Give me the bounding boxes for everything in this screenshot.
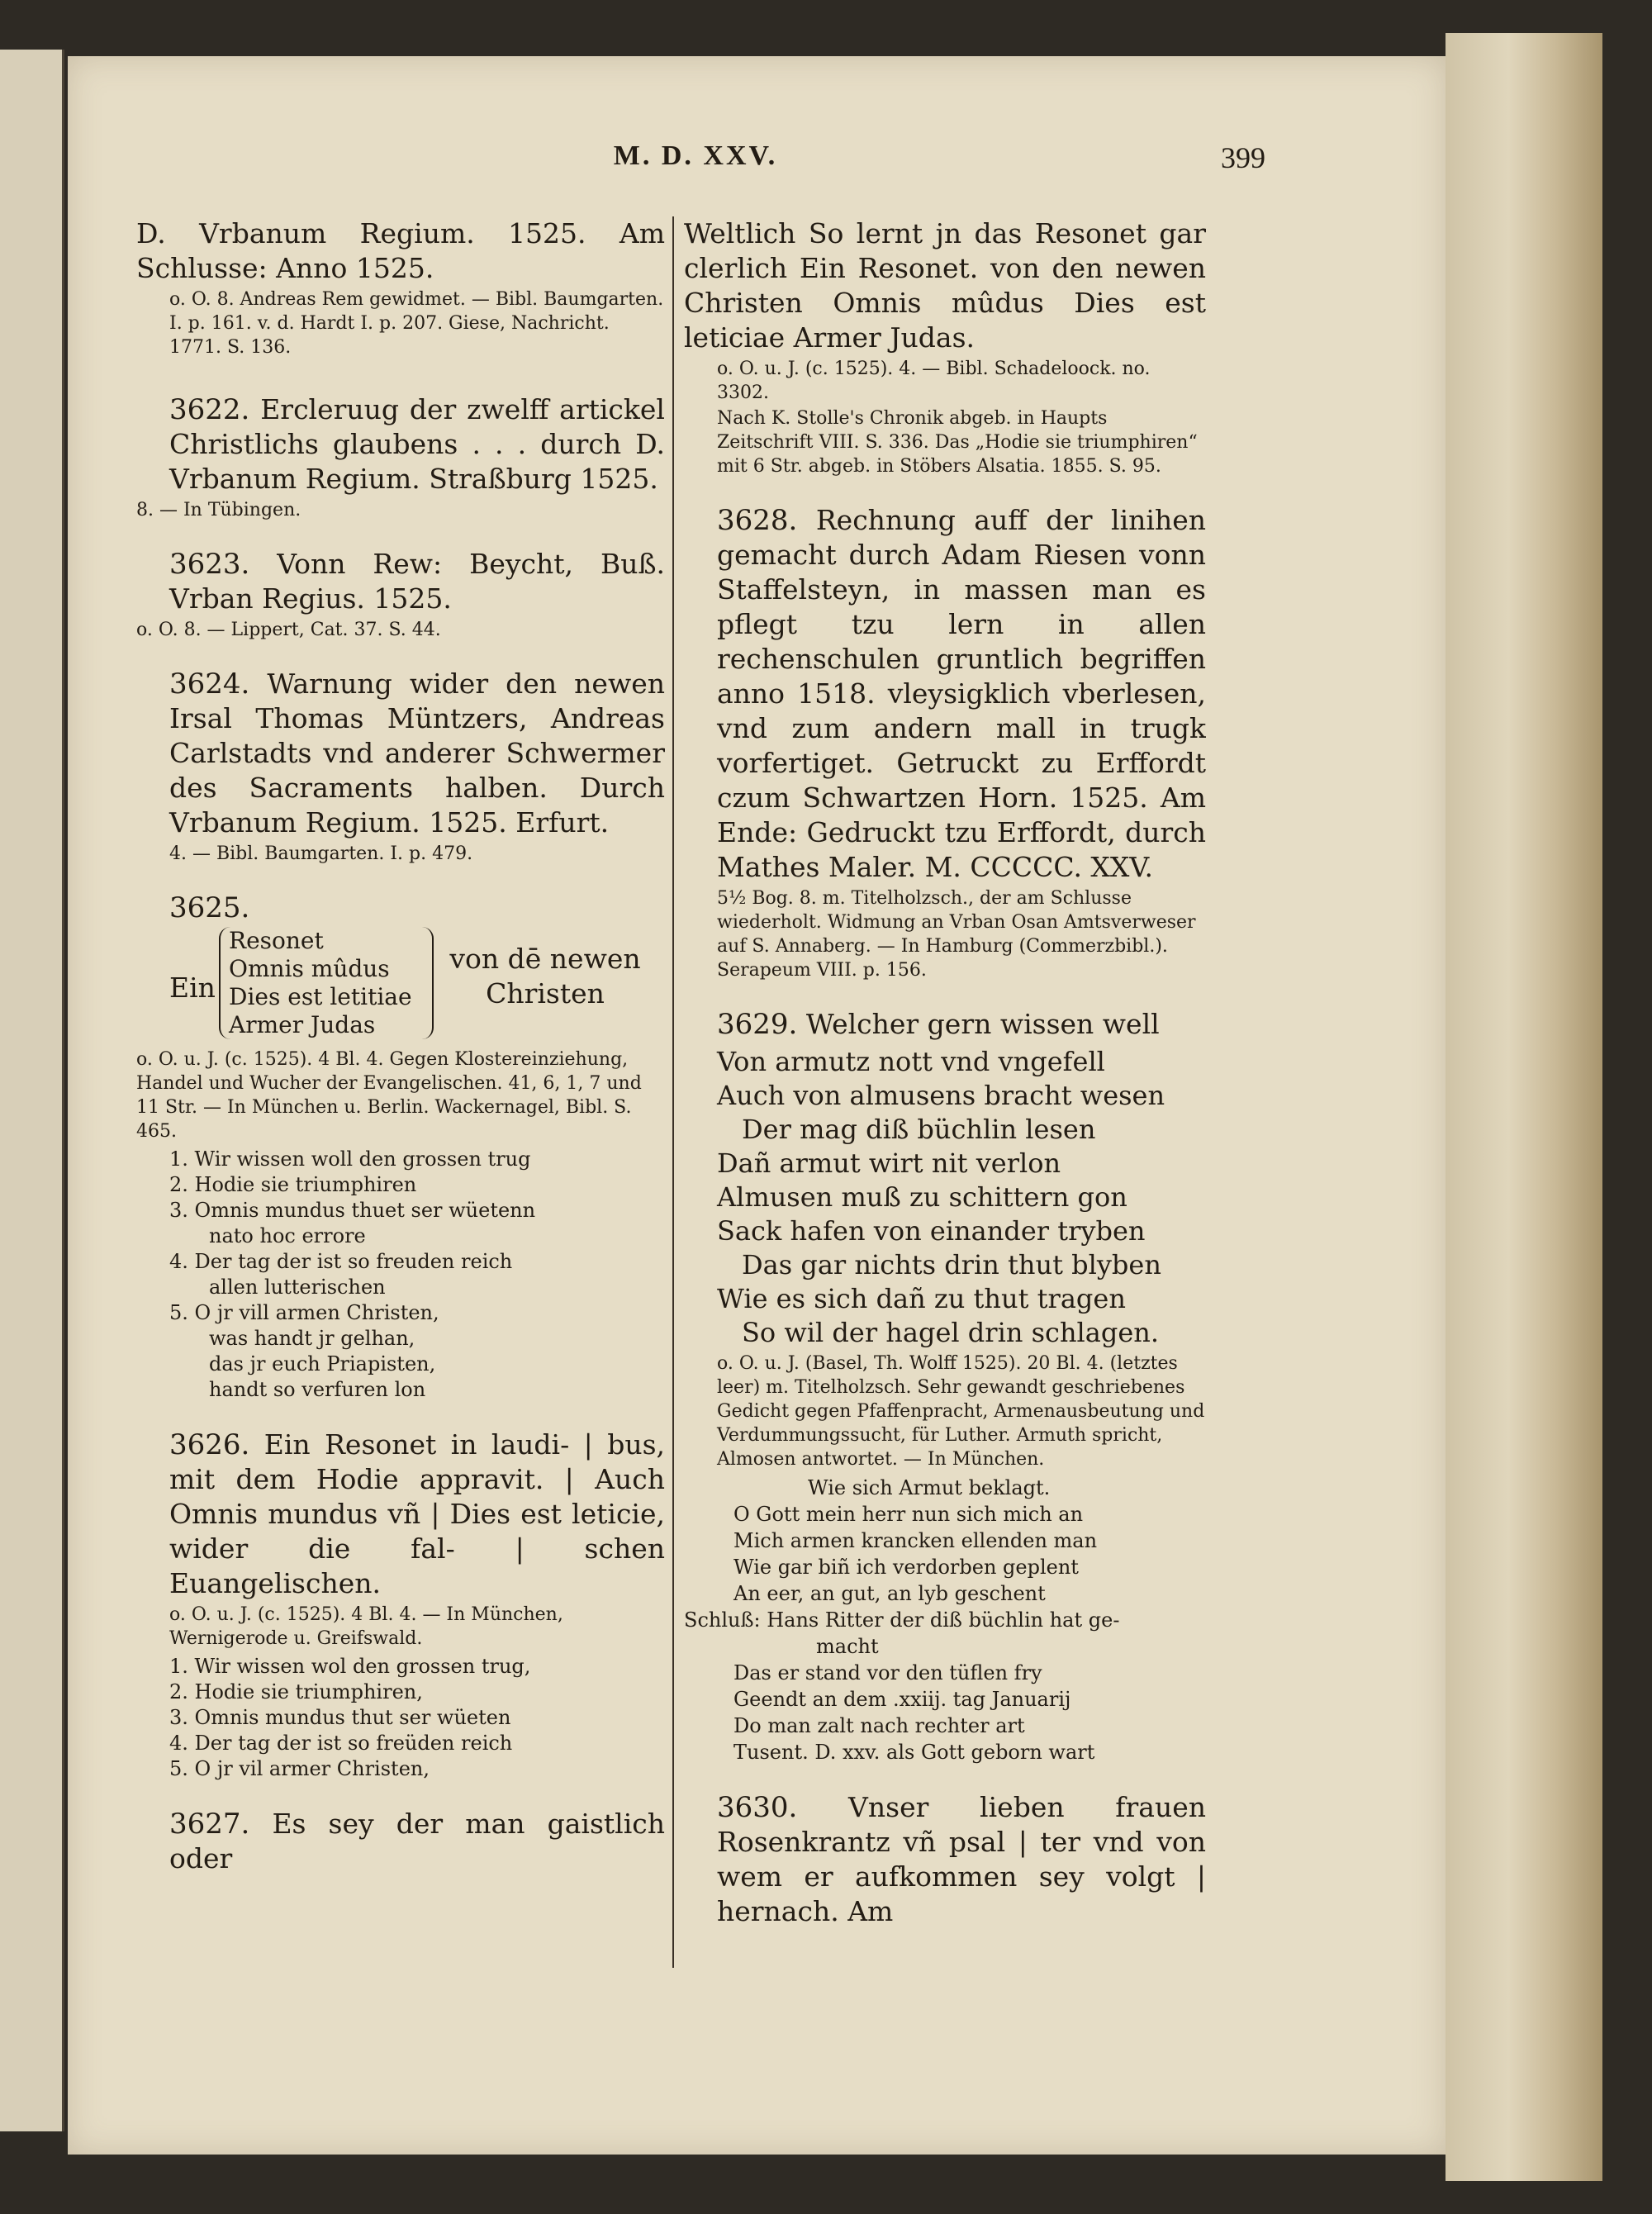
entry-number: 3623. — [169, 548, 250, 581]
entry-meta: o. O. u. J. (c. 1525). 4. — Bibl. Schadeloock. no. 3302. — [717, 359, 1151, 403]
entry-number: 3625. — [169, 891, 250, 924]
entry-meta: o. O. u. J. (c. 1525). 4 Bl. 4. — In München, Wernigerode u. Greifswald. — [169, 1604, 563, 1649]
entry-text: Es sey der man gaistlich oder — [169, 1808, 665, 1874]
verse-line: Do man zalt nach rechter art — [733, 1714, 1025, 1737]
column-divider — [672, 216, 674, 1968]
page-number: 399 — [1221, 141, 1265, 174]
entry-meta: 5½ Bog. 8. m. Titelholzsch., der am Schlusse wiederholt. Widmung an Vrban Osan Amtsverweser auf S. Annaberg. — In Hamburg (Commerzbibl.). Serapeum VIII. p. 156. — [717, 888, 1196, 981]
entry-3629 — [684, 1007, 1206, 1765]
bracketed-title — [136, 927, 665, 1043]
facing-page-edge — [0, 50, 64, 2131]
entry-3625 — [136, 891, 665, 1403]
verse-line: Wie sich Armut beklagt. — [808, 1476, 1051, 1499]
title-item: Dies est letitiae — [229, 983, 412, 1010]
verse-line: An eer, an gut, an lyb geschent — [733, 1582, 1046, 1605]
book-page-edges — [1446, 33, 1602, 2181]
entry-text: Warnung wider den newen Irsal Thomas Müntzers, Andreas Carlstadts vnd anderer Schwermer des Sacraments halben. Durch Vrbanum Regium. 1525. Erfurt. — [169, 668, 665, 839]
entry-text: Ercleruug der zwelff artickel Christlichs glaubens . . . durch D. Vrbanum Regium. Straßburg 1525. — [169, 393, 665, 495]
entry-meta: o. O. u. J. (Basel, Th. Wolff 1525). 20 Bl. 4. (letztes leer) m. Titelholzsch. Sehr gewandt geschriebenes Gedicht gegen Pfaffenpracht, Armenausbeutung und Verdummungssucht, für Luther. Armuth spricht, Almosen antwortet. — In München. — [717, 1353, 1205, 1470]
incipit-line: 1. Wir wissen woll den grossen trug — [169, 1147, 531, 1171]
entry-3627-continuation — [684, 216, 1206, 478]
quoted-verse — [684, 1475, 1206, 1765]
entry-number: 3630. — [717, 1791, 798, 1824]
verse-line: macht — [816, 1635, 879, 1658]
verse-line: Tusent. D. xxv. als Gott geborn wart — [733, 1741, 1095, 1764]
entry-number: 3628. — [717, 504, 798, 537]
entry-meta: Nach K. Stolle's Chronik abgeb. in Haupts Zeitschrift VIII. S. 336. Das „Hodie sie triumphiren“ mit 6 Str. abgeb. in Stöbers Alsatia. 1855. S. 95. — [717, 408, 1198, 477]
entry-number: 3622. — [169, 393, 250, 426]
verse-incipits — [136, 1147, 665, 1403]
left-column — [136, 216, 665, 1968]
incipit-line: 2. Hodie sie triumphiren — [169, 1173, 417, 1196]
entry-3624 — [136, 667, 665, 866]
verse-line: Das er stand vor den tüflen fry — [733, 1661, 1042, 1684]
entry-number: 3626. — [169, 1428, 250, 1461]
entry-number: 3629. — [717, 1008, 798, 1041]
title-item: Resonet — [229, 927, 324, 954]
incipit-line: nato hoc errore — [209, 1224, 366, 1247]
entry-text: Rechnung auff der linihen gemacht durch Adam Riesen vonn Staffelsteyn, in massen man es pflegt tzu lern in allen rechenschulen gruntlich begriffen anno 1518. vleysigklich vberlesen, vnd zum andern mall in trugk vorfertiget. Getruckt zu Erffordt czum Schwartzen Horn. 1525. Am Ende: Gedruckt tzu Erffordt, durch Mathes Maler. M. CCCCC. XXV. — [717, 504, 1206, 883]
incipit-line: was handt jr gelhan, — [209, 1327, 415, 1350]
incipit-line: 3. Omnis mundus thut ser wüeten — [169, 1706, 511, 1729]
title-right-text: von dē newen Christen — [449, 943, 641, 1010]
verse-line: So wil der hagel drin schlagen. — [742, 1317, 1160, 1348]
verse-line: Von armutz nott vnd vngefell — [717, 1046, 1105, 1077]
entry-text: D. Vrbanum Regium. 1525. Am Schlusse: Anno 1525. — [136, 217, 665, 284]
verse-line: Schluß: Hans Ritter der diß büchlin hat ge- — [684, 1608, 1120, 1632]
entry-3627 — [136, 1807, 665, 1876]
verse-line: Wie gar biñ ich verdorben geplent — [733, 1556, 1079, 1579]
incipit-line: das jr euch Priapisten, — [209, 1352, 436, 1375]
verse-line: Wie es sich dañ zu thut tragen — [717, 1283, 1126, 1314]
right-column — [684, 216, 1206, 1968]
closing-bracket — [417, 927, 434, 1039]
verse-line: Der mag diß büchlin lesen — [742, 1114, 1096, 1145]
entry-meta: o. O. 8. — Lippert, Cat. 37. S. 44. — [136, 620, 441, 640]
entry-meta: o. O. u. J. (c. 1525). 4 Bl. 4. Gegen Klostereinziehung, Handel und Wucher der Evangelischen. 41, 6, 1, 7 und 11 Str. — In München u. Berlin. Wackernagel, Bibl. S. 465. — [136, 1049, 642, 1142]
entry-text: Weltlich So lernt jn das Resonet gar clerlich Ein Resonet. von den newen Christen Omnis mûdus Dies est leticiae Armer Judas. — [684, 217, 1206, 354]
title-ein: Ein — [169, 972, 216, 1004]
entry-text: Vnser lieben frauen Rosenkrantz vñ psal | ter vnd von wem er aufkommen sey volgt | hernach. Am — [717, 1791, 1206, 1927]
incipit-line: 5. O jr vill armen Christen, — [169, 1301, 439, 1324]
entry-meta: o. O. 8. Andreas Rem gewidmet. — Bibl. Baumgarten. I. p. 161. v. d. Hardt I. p. 207. Giese, Nachricht. 1771. S. 136. — [169, 289, 664, 358]
title-list — [219, 927, 412, 1039]
entry-3623 — [136, 547, 665, 642]
verse-line: Das gar nichts drin thut blyben — [742, 1249, 1161, 1280]
entry-text: Vonn Rew: Beycht, Buß. Vrban Regius. 1525. — [169, 548, 665, 615]
entry-meta: 4. — Bibl. Baumgarten. I. p. 479. — [169, 843, 473, 864]
page-header — [68, 140, 1446, 190]
verse-line: Mich armen krancken ellenden man — [733, 1529, 1098, 1552]
title-item: Omnis mûdus — [229, 955, 390, 982]
verse-first-line: Welcher gern wissen well — [805, 1008, 1160, 1040]
entry-number: 3624. — [169, 668, 250, 701]
verse-incipits — [136, 1654, 665, 1782]
entry-meta: 8. — In Tübingen. — [136, 500, 301, 520]
incipit-line: handt so verfuren lon — [209, 1378, 426, 1401]
incipit-line: 2. Hodie sie triumphiren, — [169, 1680, 423, 1703]
verse-line: Auch von almusens bracht wesen — [717, 1080, 1165, 1111]
entry-3630 — [684, 1790, 1206, 1929]
running-title: M. D. XXV. — [613, 140, 778, 171]
entry-text: Ein Resonet in laudi- | bus, mit dem Hodie appravit. | Auch Omnis mundus vñ | Dies est leticie, wider die fal- | schen Euangelischen. — [169, 1428, 665, 1599]
entry-3626 — [136, 1428, 665, 1782]
entry-3621-continuation — [136, 216, 665, 359]
entry-3622 — [136, 392, 665, 522]
verse-line: Dañ armut wirt nit verlon — [717, 1147, 1061, 1179]
verse-line: Sack hafen von einander tryben — [717, 1215, 1146, 1247]
title-item: Armer Judas — [229, 1011, 376, 1038]
title-verse — [684, 1045, 1206, 1350]
incipit-line: 5. O jr vil armer Christen, — [169, 1757, 430, 1780]
incipit-line: 3. Omnis mundus thuet ser wüetenn — [169, 1199, 536, 1222]
verse-line: O Gott mein herr nun sich mich an — [733, 1503, 1084, 1526]
entry-3628 — [684, 503, 1206, 982]
incipit-line: allen lutterischen — [209, 1276, 386, 1299]
verse-line: Almusen muß zu schittern gon — [717, 1181, 1127, 1213]
incipit-line: 4. Der tag der ist so freüden reich — [169, 1732, 513, 1755]
incipit-line: 4. Der tag der ist so freuden reich — [169, 1250, 513, 1273]
entry-number: 3627. — [169, 1808, 250, 1841]
incipit-line: 1. Wir wissen wol den grossen trug, — [169, 1655, 531, 1678]
verse-line: Geendt an dem .xxiij. tag Januarij — [733, 1688, 1071, 1711]
